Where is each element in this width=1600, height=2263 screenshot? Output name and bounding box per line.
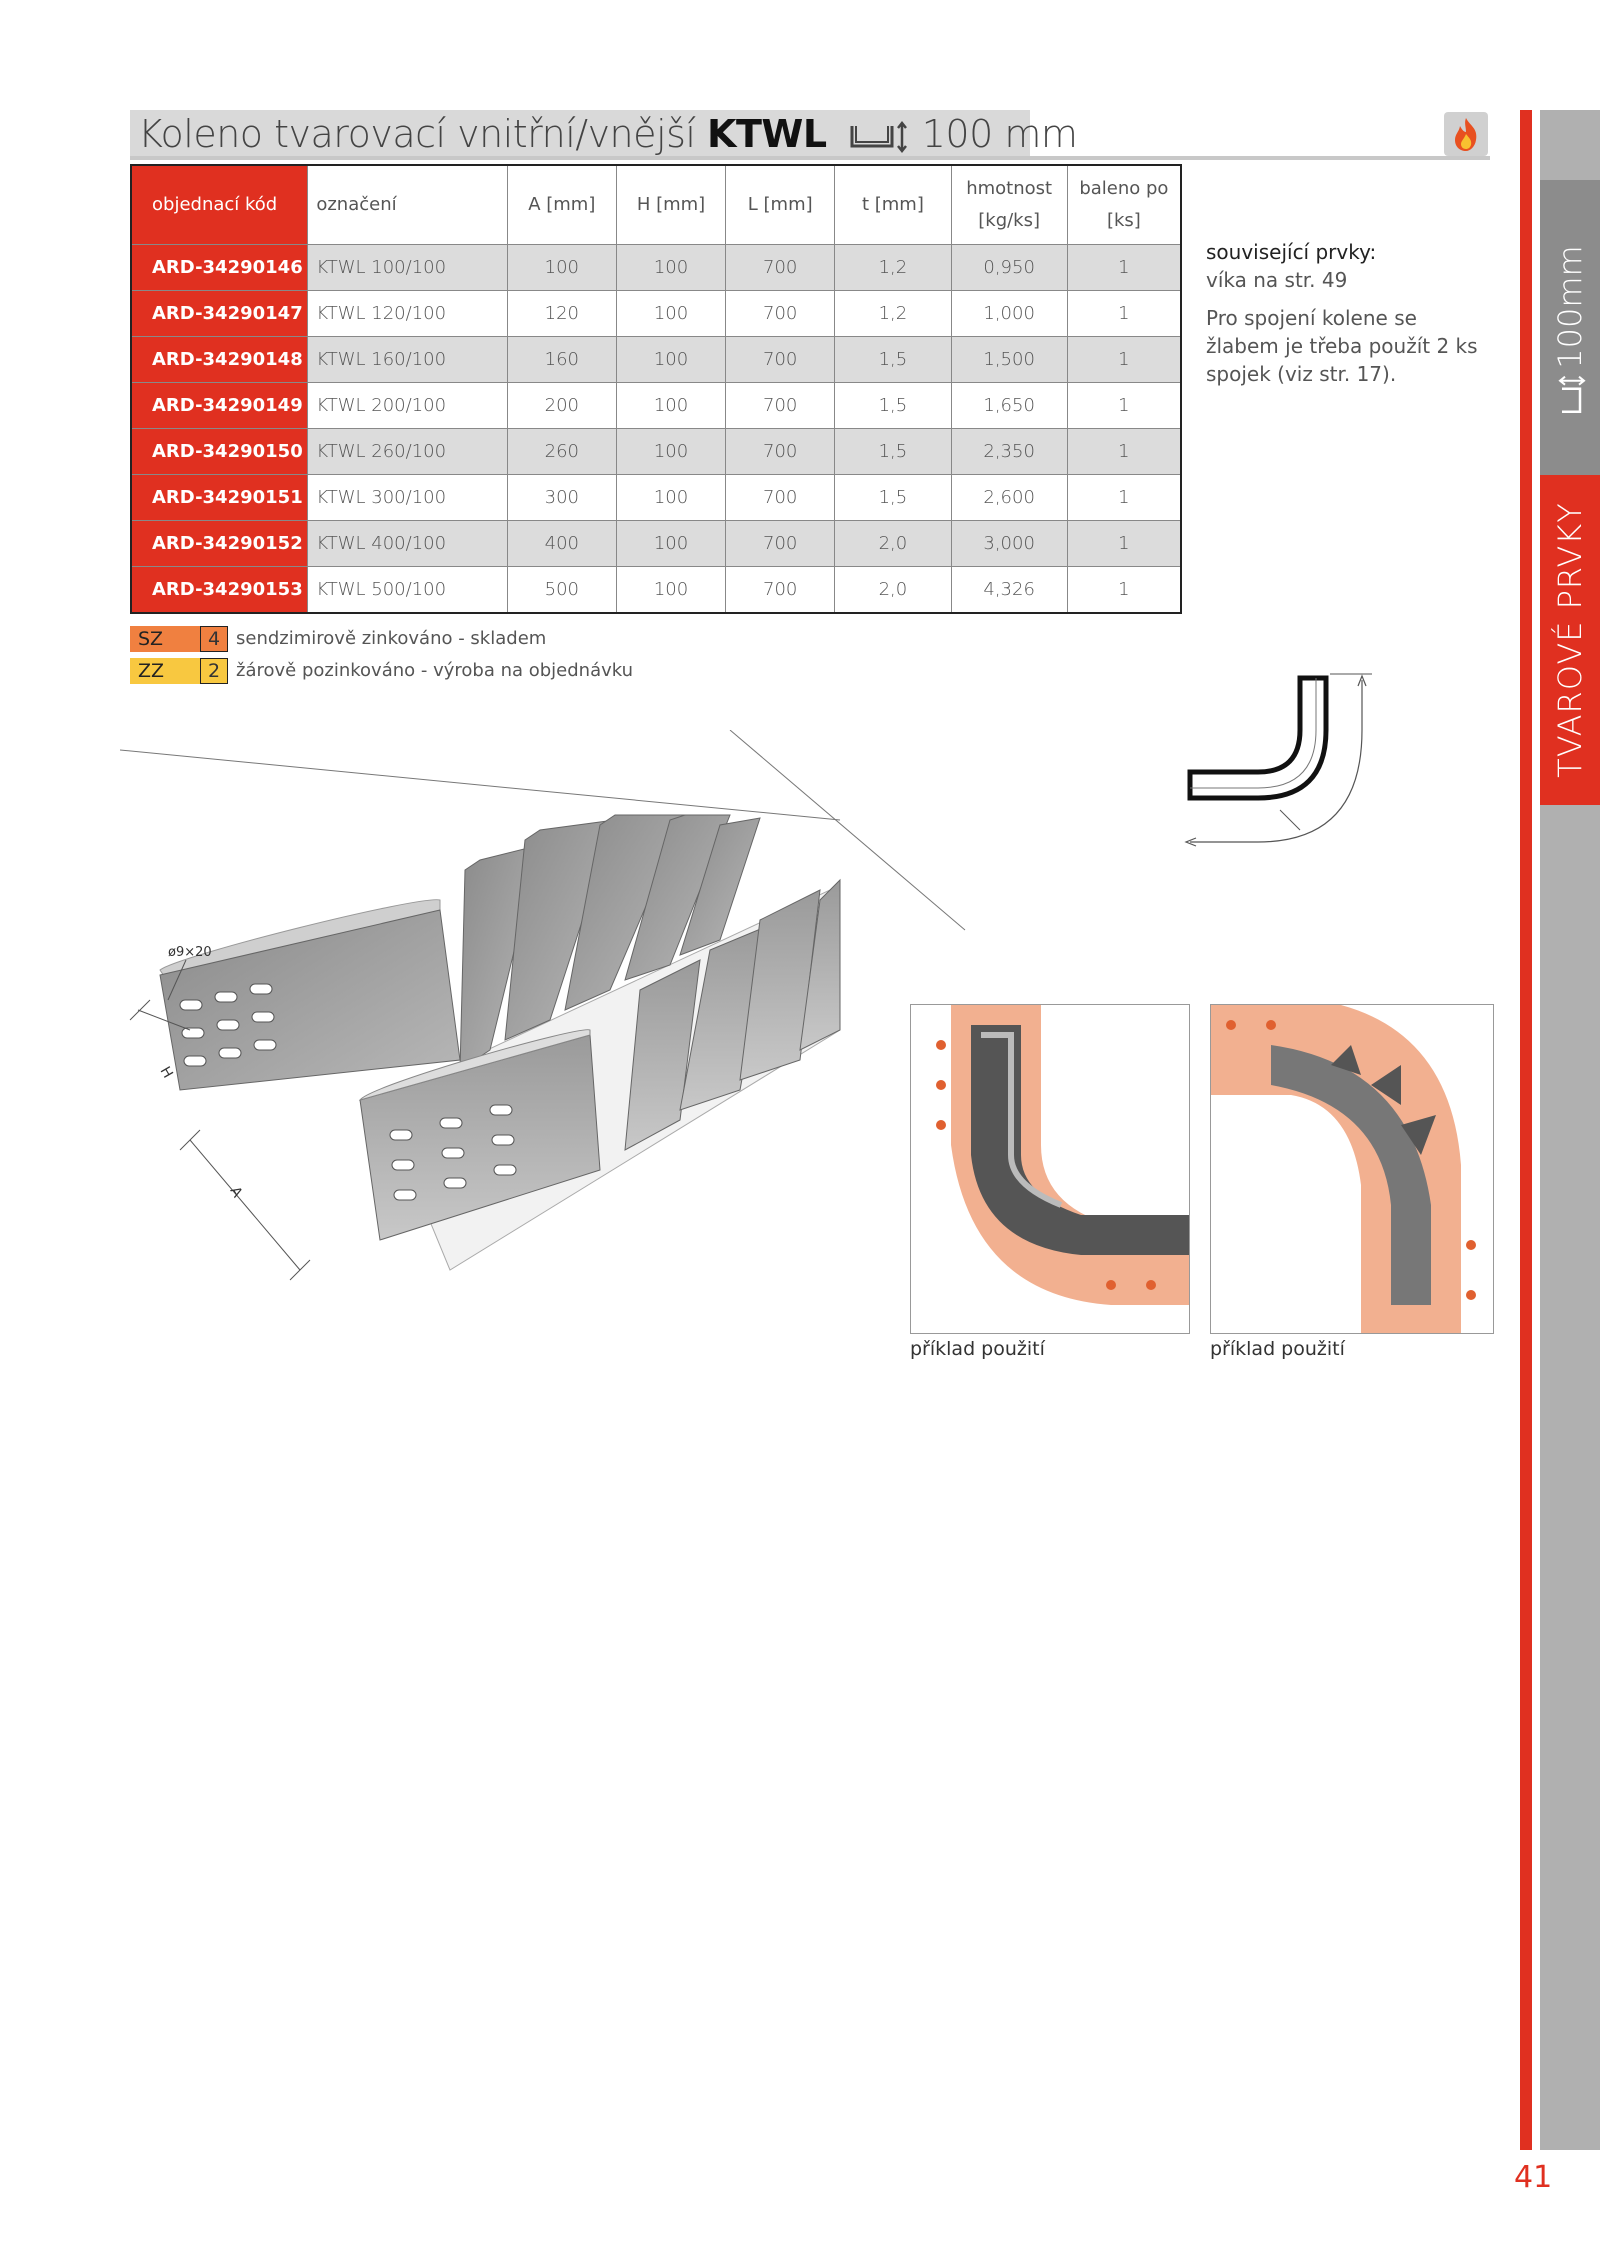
legend-count: 4 <box>200 626 228 652</box>
cell-pack: 1 <box>1067 475 1181 521</box>
cell-pack: 1 <box>1067 429 1181 475</box>
cell-label: KTWL 400/100 <box>308 521 507 567</box>
cell-t: 1,5 <box>835 475 951 521</box>
cell-pack: 1 <box>1067 521 1181 567</box>
table-row <box>131 383 1181 429</box>
cell-code: ARD-34290147 <box>131 291 308 337</box>
cell-code: ARD-34290153 <box>131 567 308 614</box>
cell-t: 1,5 <box>835 383 951 429</box>
cell-h: 100 <box>616 383 725 429</box>
sidebar-stripe <box>1520 110 1532 2150</box>
cell-t: 1,5 <box>835 429 951 475</box>
table-row <box>131 475 1181 521</box>
cell-code: ARD-34290149 <box>131 383 308 429</box>
col-h: H [mm] <box>616 165 725 245</box>
cell-label: KTWL 200/100 <box>308 383 507 429</box>
cell-l: 700 <box>726 337 835 383</box>
col-weight: hmotnost [kg/ks] <box>951 165 1067 245</box>
cell-code: ARD-34290152 <box>131 521 308 567</box>
cell-label: KTWL 160/100 <box>308 337 507 383</box>
cell-pack: 1 <box>1067 245 1181 291</box>
col-l: L [mm] <box>726 165 835 245</box>
cell-code: ARD-34290146 <box>131 245 308 291</box>
cell-t: 1,2 <box>835 245 951 291</box>
cell-h: 100 <box>616 567 725 614</box>
table-header <box>131 165 1181 245</box>
page-number: 41 <box>1514 2160 1553 2195</box>
legend-text: sendzimirově zinkováno - skladem <box>236 628 547 649</box>
table-row <box>131 337 1181 383</box>
cell-t: 2,0 <box>835 521 951 567</box>
cell-weight: 1,500 <box>951 337 1067 383</box>
cell-a: 100 <box>507 245 616 291</box>
table-row <box>131 291 1181 337</box>
legend-code: SZ <box>130 626 200 652</box>
cell-pack: 1 <box>1067 337 1181 383</box>
col-label: označení <box>308 165 507 245</box>
cell-a: 260 <box>507 429 616 475</box>
dim-h-label: H <box>156 1064 176 1082</box>
cell-label: KTWL 120/100 <box>308 291 507 337</box>
sidebar-size-text: 100mm <box>1551 245 1589 369</box>
notes-lids: víka na str. 49 <box>1206 268 1348 292</box>
photo-caption-2: příklad použití <box>1210 1338 1345 1360</box>
channel-profile-icon <box>848 120 910 154</box>
cell-label: KTWL 300/100 <box>308 475 507 521</box>
cell-pack: 1 <box>1067 383 1181 429</box>
bend-profile-drawing <box>1180 670 1380 870</box>
photo-caption-1: příklad použití <box>910 1338 1045 1360</box>
cell-a: 400 <box>507 521 616 567</box>
legend-item <box>130 626 830 654</box>
table-row <box>131 245 1181 291</box>
table-row <box>131 521 1181 567</box>
usage-photo-2 <box>1210 1004 1494 1334</box>
cell-l: 700 <box>726 475 835 521</box>
cell-l: 700 <box>726 291 835 337</box>
dim-a-label: A <box>226 1184 246 1201</box>
cell-weight: 2,600 <box>951 475 1067 521</box>
cell-h: 100 <box>616 337 725 383</box>
cell-code: ARD-34290150 <box>131 429 308 475</box>
cell-h: 100 <box>616 291 725 337</box>
cell-h: 100 <box>616 429 725 475</box>
cell-a: 500 <box>507 567 616 614</box>
col-code: objednací kód <box>131 165 308 245</box>
cell-label: KTWL 260/100 <box>308 429 507 475</box>
fire-icon <box>1444 112 1488 156</box>
sidebar-block-bottom <box>1540 805 1600 2150</box>
page-title <box>138 112 1077 156</box>
cell-l: 700 <box>726 567 835 614</box>
legend-count: 2 <box>200 658 228 684</box>
notes-heading: související prvky: <box>1206 240 1377 264</box>
title-underline <box>130 156 1490 160</box>
notes-connect: Pro spojení kolene se žlabem je třeba použít 2 ks spojek (viz str. 17). <box>1206 306 1478 386</box>
cell-l: 700 <box>726 429 835 475</box>
cell-weight: 2,350 <box>951 429 1067 475</box>
elbow-isometric-drawing <box>120 730 980 1300</box>
cell-weight: 1,000 <box>951 291 1067 337</box>
cell-weight: 0,950 <box>951 245 1067 291</box>
cell-t: 1,2 <box>835 291 951 337</box>
cell-a: 200 <box>507 383 616 429</box>
cell-label: KTWL 100/100 <box>308 245 507 291</box>
title-size: 100 mm <box>921 112 1078 156</box>
cell-h: 100 <box>616 521 725 567</box>
cell-weight: 4,326 <box>951 567 1067 614</box>
cell-l: 700 <box>726 245 835 291</box>
col-pack: baleno po [ks] <box>1067 165 1181 245</box>
title-prefix: Koleno tvarovací vnitřní/vnější <box>138 112 696 156</box>
sidebar-section-label: TVAROVÉ PRVKY <box>1551 502 1589 778</box>
hole-size-label: ø9×20 <box>168 945 212 960</box>
cell-a: 300 <box>507 475 616 521</box>
cell-a: 160 <box>507 337 616 383</box>
cell-h: 100 <box>616 475 725 521</box>
legend-code: ZZ <box>130 658 200 684</box>
cell-weight: 3,000 <box>951 521 1067 567</box>
usage-photo-1 <box>910 1004 1190 1334</box>
cell-h: 100 <box>616 245 725 291</box>
cell-code: ARD-34290151 <box>131 475 308 521</box>
cell-t: 1,5 <box>835 337 951 383</box>
cell-a: 120 <box>507 291 616 337</box>
cell-pack: 1 <box>1067 291 1181 337</box>
col-a: A [mm] <box>507 165 616 245</box>
cell-l: 700 <box>726 521 835 567</box>
cell-pack: 1 <box>1067 567 1181 614</box>
title-model: KTWL <box>707 112 827 156</box>
legend-item <box>130 658 830 686</box>
sidebar-block-top <box>1540 110 1600 180</box>
legend-text: žárově pozinkováno - výroba na objednávku <box>236 660 634 681</box>
cell-t: 2,0 <box>835 567 951 614</box>
cell-code: ARD-34290148 <box>131 337 308 383</box>
cell-weight: 1,650 <box>951 383 1067 429</box>
table-row <box>131 567 1181 614</box>
col-t: t [mm] <box>835 165 951 245</box>
cell-label: KTWL 500/100 <box>308 567 507 614</box>
sidebar-size-label <box>1551 245 1589 414</box>
cell-l: 700 <box>726 383 835 429</box>
table-row <box>131 429 1181 475</box>
related-notes <box>1206 238 1486 392</box>
spec-table <box>130 164 1182 614</box>
